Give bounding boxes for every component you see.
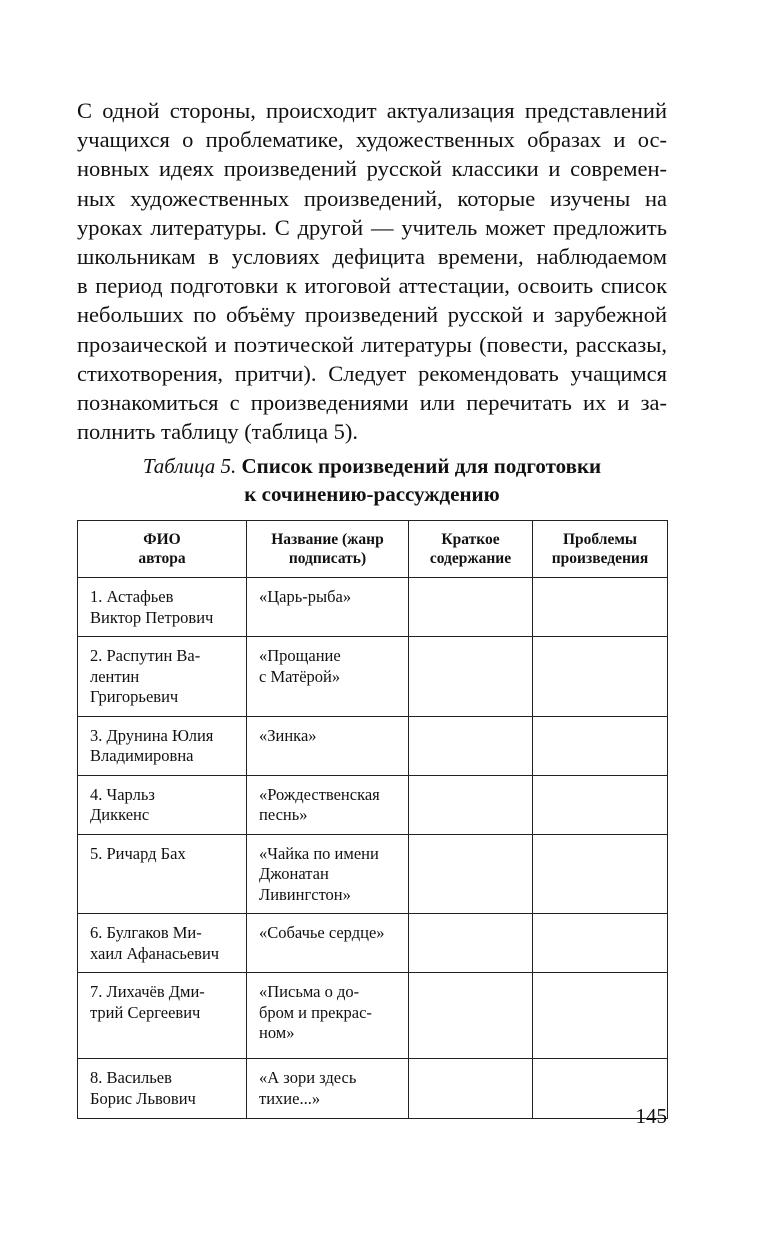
column-header-text: Краткое	[441, 531, 500, 548]
title-cell	[247, 578, 409, 637]
problems-cell	[533, 834, 668, 914]
title-cell	[247, 775, 409, 834]
author-cell-text: хаил Афанасьевич	[90, 943, 220, 963]
column-header-text: ФИО	[143, 531, 181, 548]
title-cell	[247, 1059, 409, 1119]
problems-cell	[533, 914, 668, 973]
title-cell-text: с Матёрой»	[259, 666, 341, 686]
title-cell-text: «Собачье сердце»	[259, 923, 385, 942]
author-cell	[78, 775, 247, 834]
table-row	[78, 716, 668, 775]
author-cell-text: 5. Ричард Бах	[90, 843, 186, 863]
paragraph-line: в период подготовки к итоговой аттестации, освоить список	[77, 273, 667, 299]
summary-cell	[409, 834, 533, 914]
author-cell-text: 2. Распутин Ва-	[90, 646, 201, 665]
title-cell-text: бром и прекрас-	[259, 1002, 372, 1022]
paragraph-line: уроках литературы. С другой — учитель может предложить	[77, 214, 667, 240]
table-row	[78, 578, 668, 637]
summary-cell	[409, 775, 533, 834]
problems-cell	[533, 637, 668, 717]
author-cell-text: лентин	[90, 666, 140, 686]
column-header	[247, 521, 409, 578]
title-cell-text: ном»	[259, 1023, 295, 1042]
column-header-text: Название (жанр	[271, 531, 384, 548]
column-header-text: Проблемы	[562, 531, 638, 548]
author-cell-text: Владимировна	[90, 746, 194, 765]
author-cell	[78, 716, 247, 775]
caption-title-line-2: к сочинению-рассуждению	[244, 482, 500, 506]
problems-cell	[533, 775, 668, 834]
table-caption	[77, 452, 667, 508]
author-cell-text: Виктор Петрович	[90, 607, 214, 627]
paragraph-line: школьникам в условиях дефицита времени, наблюдаемом	[77, 244, 667, 270]
column-header-text: подписать)	[288, 550, 367, 567]
summary-cell	[409, 914, 533, 973]
paragraph-line: стихотворения, притчи). Следует рекомендовать учащимся	[77, 360, 667, 386]
works-table	[77, 520, 668, 1119]
title-cell	[247, 834, 409, 914]
paragraph-line: ных художественных произведений, которые изучены на	[77, 185, 667, 211]
problems-cell	[533, 973, 668, 1059]
author-cell-text: Диккенс	[90, 805, 150, 824]
author-cell	[78, 914, 247, 973]
author-cell	[78, 973, 247, 1059]
title-cell-text: песнь»	[259, 805, 308, 824]
author-cell-text: 8. Васильев	[90, 1068, 172, 1087]
caption-label: Таблица 5.	[142, 454, 237, 478]
problems-cell	[533, 578, 668, 637]
title-cell-text: «Царь-рыба»	[259, 587, 352, 606]
problems-cell	[533, 716, 668, 775]
title-cell	[247, 716, 409, 775]
table-row	[78, 637, 668, 717]
title-cell-text: «Прощание	[259, 646, 341, 665]
paragraph-line: полнить таблицу (таблица 5).	[77, 419, 358, 445]
author-cell-text: 1. Астафьев	[90, 587, 174, 606]
paragraph-line: познакомиться с произведениями или перечитать их и за-	[77, 390, 667, 416]
caption-title: Список произведений для подготовки	[241, 454, 602, 478]
author-cell-text: 6. Булгаков Ми-	[90, 923, 202, 942]
author-cell-text: Григорьевич	[90, 687, 179, 706]
paragraph-line: учащихся о проблематике, художественных образах и ос-	[77, 127, 667, 153]
author-cell-text: 7. Лихачёв Дми-	[90, 982, 205, 1001]
title-cell	[247, 637, 409, 717]
summary-cell	[409, 578, 533, 637]
column-header	[409, 521, 533, 578]
author-cell-text: Борис Львович	[90, 1088, 196, 1108]
column-header-text: автора	[138, 550, 186, 567]
body-paragraph	[77, 96, 667, 446]
author-cell-text: трий Сергеевич	[90, 1002, 201, 1022]
caption-line-1	[77, 452, 667, 480]
title-cell-text: «Зинка»	[259, 725, 317, 745]
column-header-text: произведения	[551, 550, 649, 567]
table-row	[78, 834, 668, 914]
table-row	[78, 1059, 668, 1119]
title-cell-text: тихие...»	[259, 1088, 321, 1108]
table-header-row	[78, 521, 668, 578]
summary-cell	[409, 1059, 533, 1119]
table-body	[78, 578, 668, 1119]
author-cell	[78, 637, 247, 717]
table-row	[78, 914, 668, 973]
paragraph-line: новных идеях произведений русской классики и современ-	[77, 156, 667, 182]
table-row	[78, 973, 668, 1059]
paragraph-line: прозаической и поэтической литературы (повести, рассказы,	[77, 331, 667, 357]
column-header	[533, 521, 668, 578]
title-cell	[247, 914, 409, 973]
author-cell	[78, 834, 247, 914]
summary-cell	[409, 973, 533, 1059]
title-cell	[247, 973, 409, 1059]
title-cell-text: «Письма о до-	[259, 982, 360, 1001]
author-cell-text: 4. Чарльз	[90, 784, 155, 804]
author-cell	[78, 578, 247, 637]
page-number: 145	[635, 1104, 667, 1128]
table-row	[78, 775, 668, 834]
summary-cell	[409, 637, 533, 717]
paragraph-line: С одной стороны, происходит актуализация представлений	[77, 98, 667, 123]
author-cell-text: 3. Друнина Юлия	[90, 725, 214, 745]
author-cell	[78, 1059, 247, 1119]
column-header-text: содержание	[429, 550, 512, 567]
column-header	[78, 521, 247, 578]
title-cell-text: «Чайка по имени	[259, 843, 379, 863]
title-cell-text: Ливингстон»	[259, 884, 351, 904]
paragraph-line: небольших по объёму произведений русской и зарубежной	[77, 302, 667, 328]
title-cell-text: Джонатан	[259, 864, 329, 883]
title-cell-text: «А зори здесь	[259, 1068, 357, 1087]
summary-cell	[409, 716, 533, 775]
title-cell-text: «Рождественская	[259, 784, 380, 804]
